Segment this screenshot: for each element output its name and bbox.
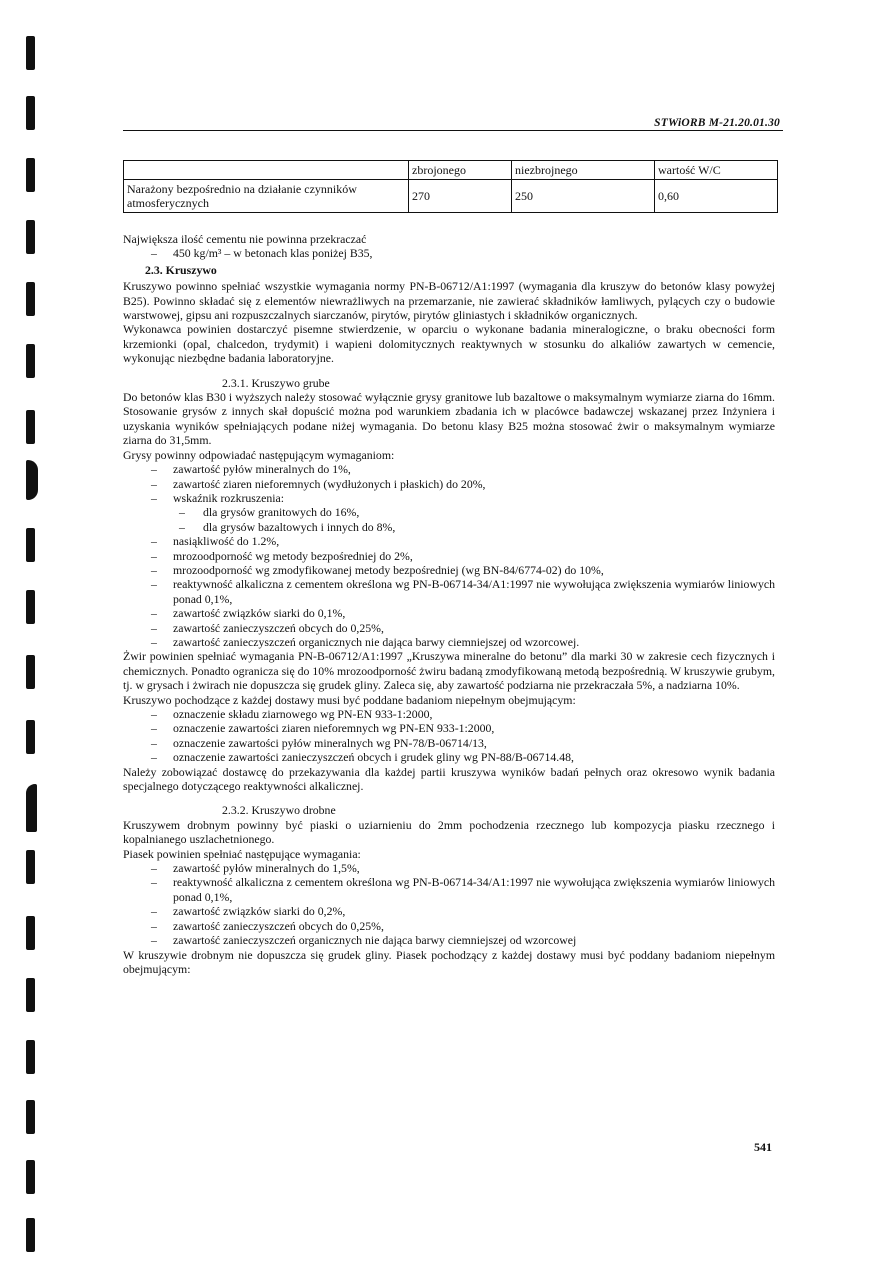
list-item: – zawartość ziaren nieforemnych (wydłużonych i płaskich) do 20%, <box>123 477 775 491</box>
list-item: – oznaczenie zawartości zanieczyszczeń obcych i grudek gliny wg PN-88/B-06714.48, <box>123 750 775 764</box>
binding-mark <box>26 410 35 444</box>
table-header-cell: wartość W/C <box>655 161 778 180</box>
binding-mark <box>26 1218 35 1252</box>
paragraph: Wykonawca powinien dostarczyć pisemne stwierdzenie, w oparciu o wykonane badania mineralogiczne, o braku obecności form krzemionki (opal, chalcedon, trydymit) i wapieni dolomitycznych reaktywnych w stosunku do alkaliów zawartych w cemencie, wykonując niezbędne badania laboratoryjne. <box>123 322 775 366</box>
list-item: – reaktywność alkaliczna z cementem określona wg PN-B-06714-34/A1:1997 nie wywołująca zwiększenia wymiarów liniowych ponad 0,1%, <box>123 577 775 606</box>
binding-mark <box>26 1100 35 1134</box>
paragraph: W kruszywie drobnym nie dopuszcza się grudek gliny. Piasek pochodzący z każdej dostawy musi być poddany badaniom niepełnym obejmującym: <box>123 947 775 976</box>
paragraph: Żwir powinien spełniać wymagania PN-B-06712/A1:1997 „Kruszywa mineralne do betonu” dla marki 30 w zakresie cech fizycznych i chemicznych. Ponadto ogranicza się do 10% mrozoodporność żwiru badaną zmodyfikowaną metodą bezpośrednią. W kruszywie grubym, tj. w grysach i żwirach nie dopuszcza się grudek gliny. Zaleca się, aby zawartość podziarna nie przekraczała 5%, a nadziarna 10%. <box>123 649 775 693</box>
section-title-2-3-1: 2.3.1. Kruszywo grube <box>222 375 330 390</box>
binding-mark <box>26 1040 35 1074</box>
paragraph: Kruszywem drobnym powinny być piaski o uziarnieniu do 2mm pochodzenia rzecznego lub kompozycja piasku rzecznego i kopalnianego uszlachetnionego. <box>123 817 775 847</box>
table-header-cell <box>124 161 409 180</box>
cement-wc-table <box>123 160 778 213</box>
binding-mark <box>26 590 35 624</box>
list-item: – oznaczenie zawartości pyłów mineralnych wg PN-78/B-06714/13, <box>123 736 775 750</box>
list-subitem: – dla grysów bazaltowych i innych do 8%, <box>123 520 775 534</box>
binding-mark <box>26 1160 35 1194</box>
list-item: – oznaczenie składu ziarnowego wg PN-EN 933-1:2000, <box>123 707 775 721</box>
table-header-row <box>124 161 778 180</box>
document-body <box>123 232 775 976</box>
binding-mark <box>26 784 37 832</box>
binding-mark <box>26 158 35 192</box>
list-item: – wskaźnik rozkruszenia: <box>123 491 775 505</box>
list-item: – 450 kg/m³ – w betonach klas poniżej B35, <box>123 246 775 260</box>
list-item: – nasiąkliwość do 1.2%, <box>123 534 775 548</box>
binding-mark <box>26 344 35 378</box>
binding-mark <box>26 720 35 754</box>
list-item: – mrozoodporność wg metody bezpośredniej do 2%, <box>123 549 775 563</box>
cement-list <box>123 246 775 260</box>
binding-mark <box>26 282 35 316</box>
binding-mark <box>26 36 35 70</box>
paragraph: Do betonów klas B30 i wyższych należy stosować wyłącznie grysy granitowe lub bazaltowe o maksymalnym wymiarze ziarna do 16mm. Stosowanie grysów z innych skał dopuścić można pod warunkiem zbadania ich w placówce badawczej wskazanej przez Inżyniera i uzyskania wyników spełniających podane niżej wymagania. Do betonu klasy B25 można stosować żwir o maksymalnym wymiarze ziarna do 31,5mm. <box>123 390 775 448</box>
list-item: – zawartość pyłów mineralnych do 1%, <box>123 462 775 476</box>
binding-mark <box>26 916 35 950</box>
binding-mark <box>26 528 35 562</box>
table-cell: 0,60 <box>655 180 778 213</box>
binding-mark <box>26 655 35 689</box>
table-cell: Narażony bezpośrednio na działanie czynników atmosferycznych <box>124 180 409 213</box>
list-item: – mrozoodporność wg zmodyfikowanej metody bezpośredniej (wg BN-84/6774-02) do 10%, <box>123 563 775 577</box>
section-title-2-3-2: 2.3.2. Kruszywo drobne <box>222 803 336 818</box>
list-item: – reaktywność alkaliczna z cementem określona wg PN-B-06714-34/A1:1997 nie wywołująca zwiększenia wymiarów liniowych ponad 0,1%, <box>123 875 775 904</box>
header-rule <box>123 130 783 131</box>
coarse-aggregate-requirements <box>123 462 775 649</box>
table-row <box>124 180 778 213</box>
paragraph: Należy zobowiązać dostawcę do przekazywania dla każdej partii kruszywa wyników badań pełnych oraz okresowo wynik badania specjalnego dotyczącego reaktywności alkalicznej. <box>123 764 775 794</box>
delivery-tests-list <box>123 707 775 765</box>
binding-mark <box>26 978 35 1012</box>
binding-mark <box>26 460 38 500</box>
list-item: – zawartość zanieczyszczeń organicznych nie dająca barwy ciemniejszej od wzorcowej. <box>123 635 775 649</box>
binding-mark <box>26 96 35 130</box>
list-item: – oznaczenie zawartości ziaren nieforemnych wg PN-EN 933-1:2000, <box>123 721 775 735</box>
paragraph: Piasek powinien spełniać następujące wymagania: <box>123 846 361 861</box>
table-cell: 270 <box>409 180 512 213</box>
list-item: – zawartość zanieczyszczeń obcych do 0,25%, <box>123 919 775 933</box>
fine-aggregate-requirements <box>123 861 775 947</box>
binding-mark <box>26 850 35 884</box>
cement-intro: Największa ilość cementu nie powinna przekraczać <box>123 232 367 246</box>
page-number: 541 <box>754 1140 772 1154</box>
list-item: – zawartość zanieczyszczeń obcych do 0,25%, <box>123 621 775 635</box>
list-subitem: – dla grysów granitowych do 16%, <box>123 505 775 519</box>
document-code: STWiORB M-21.20.01.30 <box>654 117 780 129</box>
section-title-2-3: 2.3. Kruszywo <box>145 262 217 277</box>
list-item: – zawartość pyłów mineralnych do 1,5%, <box>123 861 775 875</box>
table-header-cell: zbrojonego <box>409 161 512 180</box>
binding-mark <box>26 220 35 254</box>
list-item: – zawartość związków siarki do 0,1%, <box>123 606 775 620</box>
paragraph: Kruszywo pochodzące z każdej dostawy musi być poddane badaniom niepełnym obejmującym: <box>123 692 576 707</box>
table-header-cell: niezbrojnego <box>512 161 655 180</box>
list-item: – zawartość związków siarki do 0,2%, <box>123 904 775 918</box>
paragraph: Grysy powinny odpowiadać następującym wymaganiom: <box>123 447 395 462</box>
list-item: – zawartość zanieczyszczeń organicznych nie dająca barwy ciemniejszej od wzorcowej <box>123 933 775 947</box>
paragraph: Kruszywo powinno spełniać wszystkie wymagania normy PN-B-06712/A1:1997 (wymagania dla kruszyw do betonów klasy powyżej B25). Powinno składać się z elementów niewrażliwych na przemarzanie, nie zawierać składników łamliwych, pylących czy o budowie warstwowej, gipsu ani rozpuszczalnych siarczanów, pirytów, pirytów gliniastych i składników organicznych. <box>123 279 775 323</box>
table-cell: 250 <box>512 180 655 213</box>
